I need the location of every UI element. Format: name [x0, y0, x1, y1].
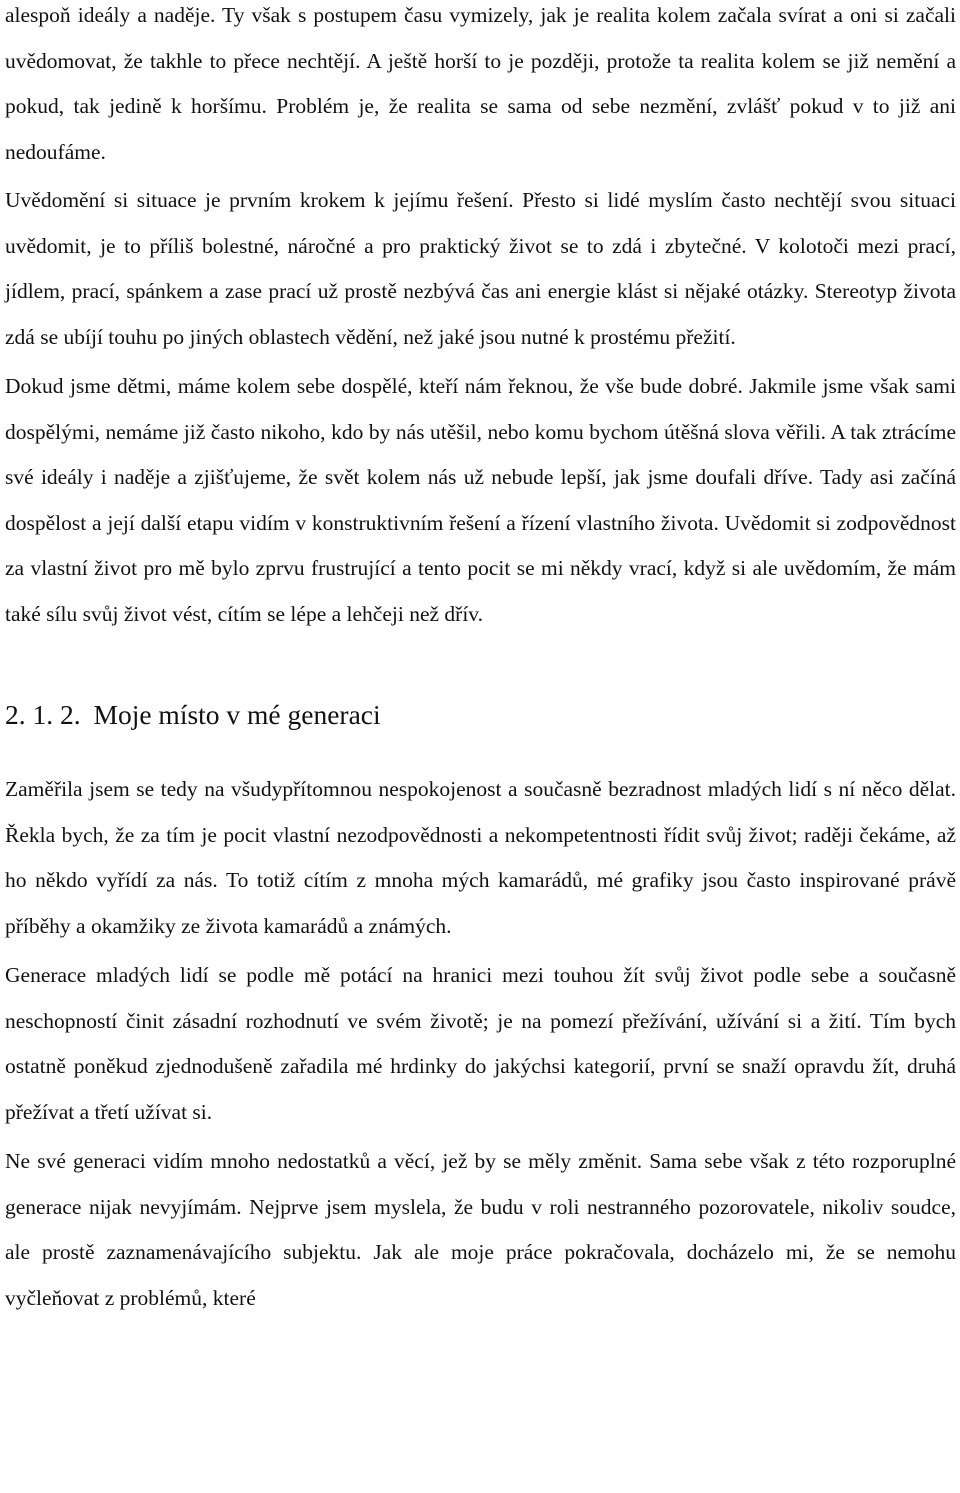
- section-heading: [5, 695, 956, 735]
- section-number: 2. 1. 2.: [5, 699, 81, 730]
- document-page: [5, 0, 956, 1325]
- paragraph-ideals: alespoň ideály a naděje. Ty však s postupem času vymizely, jak je realita kolem začala svírat a oni si začali uvědomovat, že takhle to přece nechtějí. A ještě horší to je později, protože ta realita kolem se již nemění a pokud, tak jedině k horšímu. Problém je, že realita se sama od sebe nezmění, zvlášť pokud v to již ani nedoufáme.: [5, 3, 956, 164]
- section-title: Moje místo v mé generaci: [93, 699, 381, 730]
- paragraph-dissatisfaction: Zaměřila jsem se tedy na všudypřítomnou nespokojenost a současně bezradnost mladých lidí s ní něco dělat. Řekla bych, že za tím je pocit vlastní nezodpovědnosti a nekompetentnosti řídit svůj život; raději čekáme, až ho někdo vyřídí za nás. To totiž cítím z mnoha mých kamarádů, mé grafiky jsou často inspirované právě příběhy a okamžiky ze života kamarádů a známých.: [5, 777, 956, 938]
- paragraph-shortcomings: Ne své generaci vidím mnoho nedostatků a věcí, jež by se měly změnit. Sama sebe však z této rozporuplné generace nijak nevyjímám. Nejprve jsem myslela, že budu v roli nestranného pozorovatele, nikoliv soudce, ale prostě zaznamenávajícího subjektu. Jak ale moje práce pokračovala, docházelo mi, že se nemohu vyčleňovat z problémů, které: [5, 1149, 956, 1310]
- paragraph-generation: Generace mladých lidí se podle mě potácí na hranici mezi touhou žít svůj život podle sebe a současně neschopností činit zásadní rozhodnutí ve svém životě; je na pomezí přežívání, užívání si a žití. Tím bych ostatně poněkud zjednodušeně zařadila mé hrdinky do jakýchsi kategorií, první se snaží opravdu žít, druhá přežívat a třetí užívat si.: [5, 963, 956, 1124]
- paragraph-awareness: Uvědomění si situace je prvním krokem k jejímu řešení. Přesto si lidé myslím často nechtějí svou situaci uvědomit, je to příliš bolestné, náročné a pro praktický život se to zdá i zbytečné. V kolotoči mezi prací, jídlem, prací, spánkem a zase prací už prostě nezbývá čas ani energie klást si nějaké otázky. Stereotyp života zdá se ubíjí touhu po jiných oblastech vědění, než jaké jsou nutné k prostému přežití.: [5, 188, 956, 349]
- paragraph-adulthood: Dokud jsme dětmi, máme kolem sebe dospělé, kteří nám řeknou, že vše bude dobré. Jakmile jsme však sami dospělými, nemáme již často nikoho, kdo by nás utěšil, nebo komu bychom útěšná slova věřili. A tak ztrácíme své ideály i naděje a zjišťujeme, že svět kolem nás už nebude lepší, jak jsme doufali dříve. Tady asi začíná dospělost a její další etapu vidím v konstruktivním řešení a řízení vlastního života. Uvědomit si zodpovědnost za vlastní život pro mě bylo zprvu frustrující a tento pocit se mi někdy vrací, když si ale uvědomím, že mám také sílu svůj život vést, cítím se lépe a lehčeji než dřív.: [5, 374, 956, 626]
